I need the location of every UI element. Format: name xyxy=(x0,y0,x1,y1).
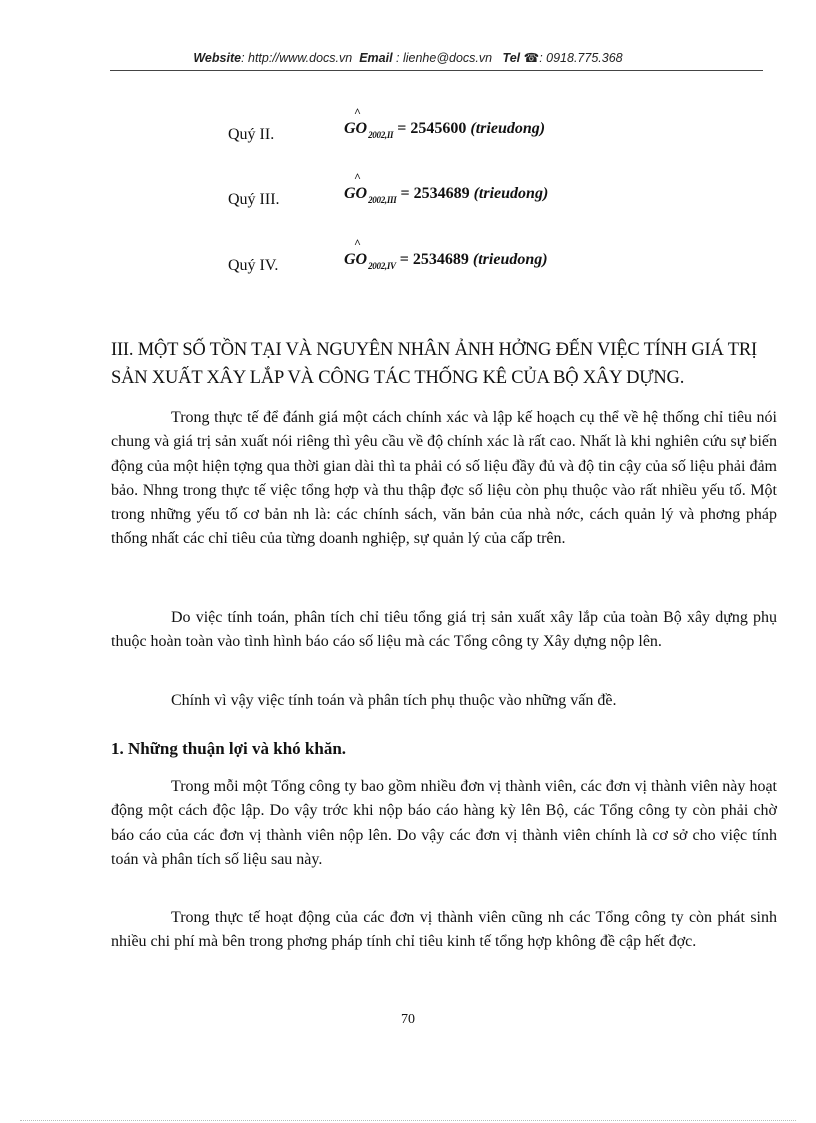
subheading: 1. Những thuận lợi và khó khăn. xyxy=(111,739,347,758)
quarter-label: Quý II. xyxy=(228,126,275,143)
paragraph-5: Trong thực tế hoạt động của các đơn vị thành viên cũng nh các Tổng công ty còn phát sinh nhiều chi phí mà bên trong phơng pháp tính chỉ tiêu kinh tế tổng hợp không đề cập hết đợc. xyxy=(111,909,777,951)
equals-sign: = xyxy=(397,120,407,137)
footer-divider xyxy=(20,1120,796,1121)
formula-unit: (trieudong) xyxy=(473,185,549,202)
page-header xyxy=(0,50,816,65)
formula-value: 2534689 xyxy=(412,251,469,268)
formula-value: 2534689 xyxy=(413,185,470,202)
page-number: 70 xyxy=(401,1012,415,1027)
formula-subscript: 2002,III xyxy=(368,195,397,205)
section-title: III. MỘT SỐ TỒN TẠI VÀ NGUYÊN NHÂN ẢNH HỞNG ĐẾN VIỆC TÍNH GIÁ TRỊ SẢN XUẤT XÂY LẮP VÀ CÔNG TÁC THỐNG KÊ CỦA BỘ XÂY DỰNG. xyxy=(111,340,757,388)
equals-sign: = xyxy=(400,185,410,202)
equals-sign: = xyxy=(399,251,409,268)
email-value: : lienhe@docs.vn xyxy=(396,51,493,65)
formula-symbol: ^ GO xyxy=(344,236,368,268)
formula xyxy=(344,170,549,205)
formula-row-q3 xyxy=(228,170,708,225)
phone-icon: ☎ xyxy=(523,51,540,65)
formula-unit: (trieudong) xyxy=(470,120,546,137)
email-label: Email xyxy=(359,51,393,65)
formula-subscript: 2002,IV xyxy=(368,261,396,271)
paragraph-3: Chính vì vậy việc tính toán và phân tích phụ thuộc vào những vấn đề. xyxy=(171,692,617,709)
formula xyxy=(344,236,548,271)
tel-value: : 0918.775.368 xyxy=(539,51,623,65)
paragraph-4: Trong mỗi một Tổng công ty bao gồm nhiều đơn vị thành viên, các đơn vị thành viên này hoạt động một cách độc lập. Do vậy trớc khi nộp báo cáo hàng kỳ lên Bộ, các Tổng công ty còn phải chờ báo cáo của các đơn vị thành viên nộp lên. Do vậy các đơn vị thành viên chính là cơ sở cho việc tính toán và phân tích số liệu sau này. xyxy=(111,778,777,868)
formula xyxy=(344,105,546,140)
tel-label: Tel xyxy=(502,51,521,65)
hat-accent: ^ xyxy=(354,170,361,184)
formula-row-q2 xyxy=(228,105,708,160)
header-rule xyxy=(110,70,763,71)
website-label: Website xyxy=(193,51,242,65)
formula-row-q4 xyxy=(228,236,708,291)
formula-subscript: 2002,II xyxy=(368,130,394,140)
formula-symbol: ^ GO xyxy=(344,170,368,202)
quarter-label: Quý IV. xyxy=(228,257,279,274)
formula-symbol: ^ GO xyxy=(344,105,368,137)
website-value: : http://www.docs.vn xyxy=(241,51,353,65)
hat-accent: ^ xyxy=(354,105,361,119)
hat-accent: ^ xyxy=(354,236,361,250)
formula-value: 2545600 xyxy=(410,120,467,137)
formula-unit: (trieudong) xyxy=(472,251,548,268)
paragraph-1: Trong thực tế để đánh giá một cách chính xác và lập kế hoạch cụ thể về hệ thống chỉ tiêu nói chung và giá trị sản xuất nói riêng thì yêu cầu về độ chính xác là rất cao. Nhất là khi nghiên cứu sự biến động của một hiện tợng qua thời gian dài thì ta phải có số liệu đầy đủ và độ tin cậy của số liệu phải đảm bảo. Nhng trong thực tế việc tổng hợp và thu thập đợc số liệu còn phụ thuộc vào rất nhiều yếu tố. Một trong những yếu tố cơ bản nh là: các chính sách, văn bản của nhà nớc, cách quản lý và phơng pháp thống nhất các chỉ tiêu của từng doanh nghiệp, sự quản lý của cấp trên. xyxy=(111,409,777,548)
paragraph-2: Do việc tính toán, phân tích chỉ tiêu tổng giá trị sản xuất xây lắp của toàn Bộ xây dựng phụ thuộc hoàn toàn vào tình hình báo cáo số liệu mà các Tổng công ty Xây dựng nộp lên. xyxy=(111,609,777,651)
quarter-label: Quý III. xyxy=(228,191,280,208)
